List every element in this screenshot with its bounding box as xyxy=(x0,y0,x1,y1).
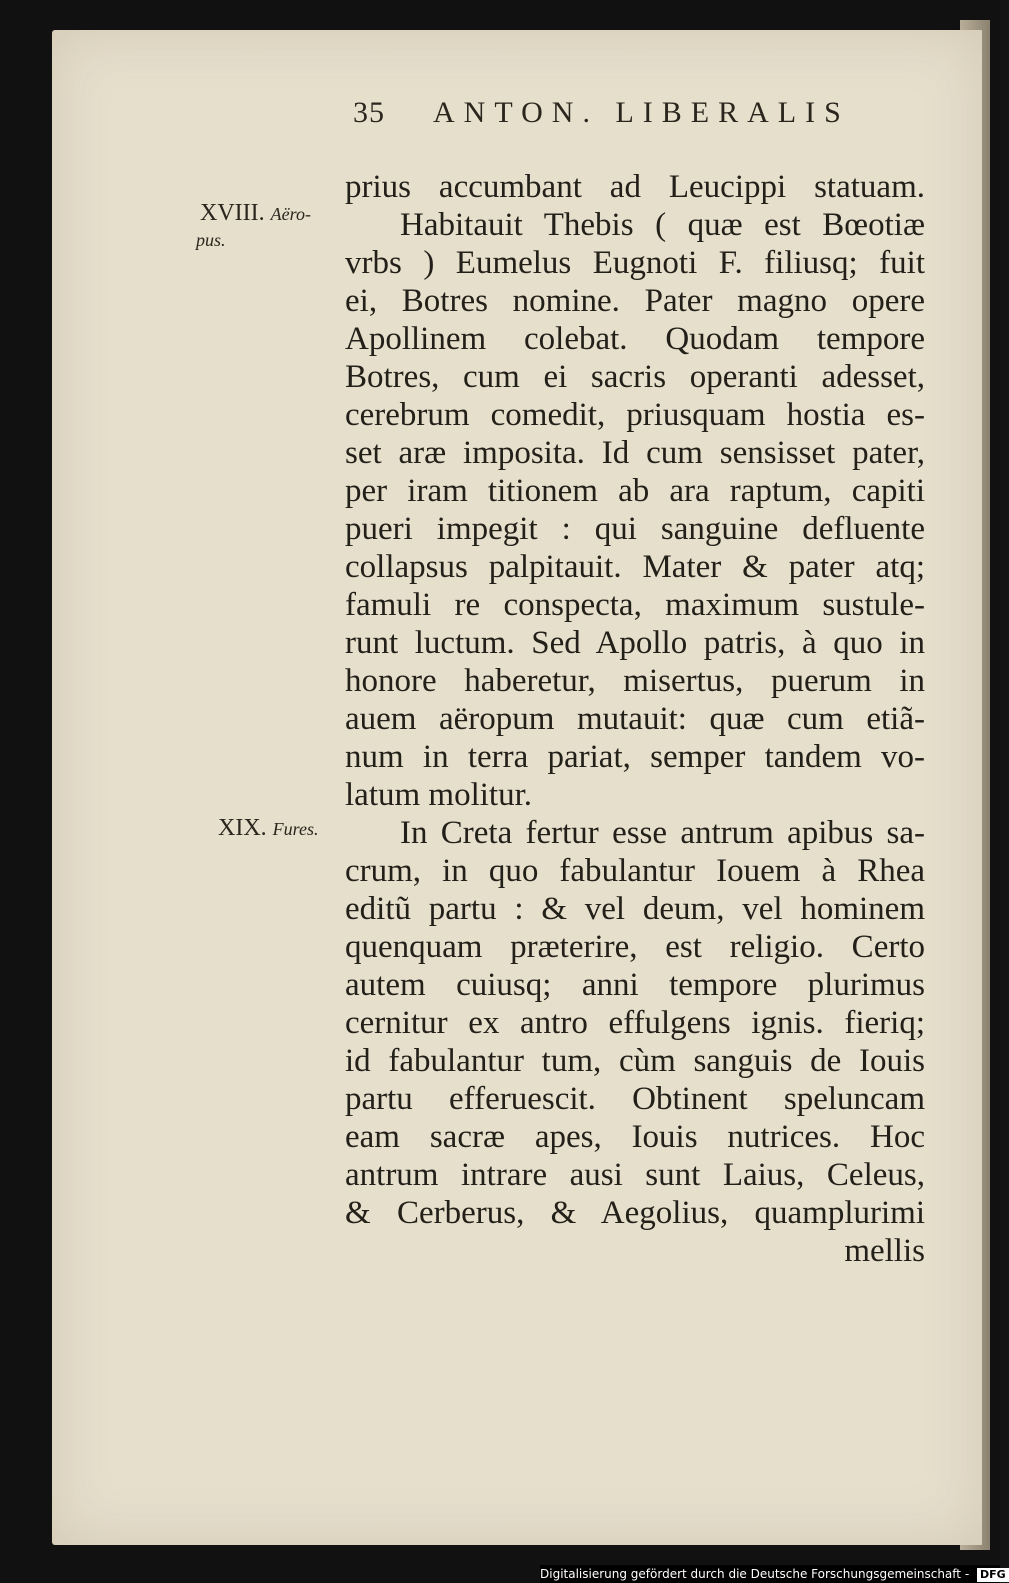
margin-note-xix-label: XIX. xyxy=(218,815,267,841)
text-line: partu efferuescit. Obtinent speluncam xyxy=(345,1081,925,1117)
text-line: quenquam præterire, est religio. Certo xyxy=(345,929,925,965)
margin-note-xviii-label: XVIII. xyxy=(200,200,265,226)
text-line: latum molitur. xyxy=(345,777,532,813)
text-line: antrum intrare ausi sunt Laius, Celeus, xyxy=(345,1157,925,1193)
page-header xyxy=(325,96,885,142)
text-line: num in terra pariat, semper tandem vo- xyxy=(345,739,925,775)
text-line: Botres, cum ei sacris operanti adesset, xyxy=(345,359,925,395)
catchword: mellis xyxy=(844,1233,925,1269)
text-line: editũ partu : & vel deum, vel hominem xyxy=(345,891,925,927)
text-line: eam sacræ apes, Iouis nutrices. Hoc xyxy=(345,1119,925,1155)
running-title: ANTON. LIBERALIS xyxy=(433,96,850,129)
text-line: cerebrum comedit, priusquam hostia es- xyxy=(345,397,925,433)
text-line: honore haberetur, misertus, puerum in xyxy=(345,663,925,699)
margin-note-xix xyxy=(218,815,318,842)
text-line: prius accumbant ad Leucippi statuam. xyxy=(345,169,925,205)
text-line: famuli re conspecta, maximum sustule- xyxy=(345,587,925,623)
text-line: per iram titionem ab ara raptum, capiti xyxy=(345,473,925,509)
text-line: Habitauit Thebis ( quæ est Bœotiæ xyxy=(400,207,925,243)
body-text xyxy=(345,168,945,1270)
text-line: pueri impegit : qui sanguine defluente xyxy=(345,511,925,547)
text-line: runt luctum. Sed Apollo patris, à quo in xyxy=(345,625,925,661)
text-line: Apollinem colebat. Quodam tempore xyxy=(345,321,925,357)
dfg-logo: DFG xyxy=(977,1568,1009,1582)
margin-note-xviii xyxy=(200,200,311,227)
text-line: id fabulantur tum, cùm sanguis de Iouis xyxy=(345,1043,925,1079)
text-line: In Creta fertur esse antrum apibus sa- xyxy=(400,815,925,851)
text-line: ei, Botres nomine. Pater magno opere xyxy=(345,283,925,319)
text-line: collapsus palpitauit. Mater & pater atq; xyxy=(345,549,925,585)
text-line: auem aëropum mutauit: quæ cum etiã- xyxy=(345,701,925,737)
text-line: vrbs ) Eumelus Eugnoti F. filiusq; fuit xyxy=(345,245,925,281)
page-number: 35 xyxy=(353,96,385,129)
margin-note-xviii-title-cont: pus. xyxy=(196,230,226,250)
credit-text: Digitalisierung gefördert durch die Deutsche Forschungsgemeinschaft - xyxy=(540,1567,970,1581)
digitization-credit xyxy=(540,1565,1006,1583)
text-line: & Cerberus, & Aegolius, quamplurimi xyxy=(345,1195,925,1231)
text-line: set aræ imposita. Id cum sensisset pater, xyxy=(345,435,925,471)
text-line: cernitur ex antro effulgens ignis. fieriq; xyxy=(345,1005,925,1041)
margin-note-xix-title: Fures. xyxy=(272,819,319,839)
margin-note-xviii-title: Aëro- xyxy=(270,204,311,224)
text-line: crum, in quo fabulantur Iouem à Rhea xyxy=(345,853,925,889)
text-line: autem cuiusq; anni tempore plurimus xyxy=(345,967,925,1003)
